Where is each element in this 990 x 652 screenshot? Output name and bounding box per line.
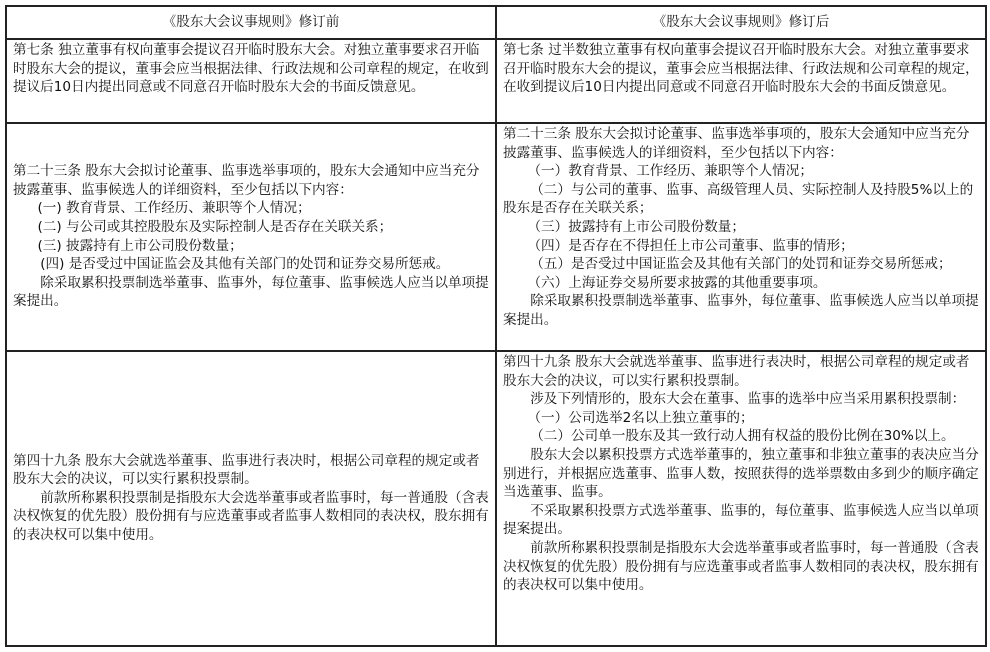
article-49-after-p2: 涉及下列情形的，股东大会在董事、监事的选举中应当采用累积投票制： — [530, 391, 966, 408]
article-23-after-item: （二）与公司的董事、监事、高级管理人员、实际控制人及持股5%以上的股东是否存在关联关系； — [503, 181, 974, 217]
article-49-after-item: （二）公司单一股东及其一致行动人拥有权益的股份比例在30%以上。 — [530, 428, 955, 445]
article-23-before-item: (一) 教育背景、工作经历、兼职等个人情况； — [37, 200, 311, 217]
article-23-after-item: （一）教育背景、工作经历、兼职等个人情况； — [527, 163, 813, 180]
article-23-after-closing: 除采取累积投票制选举董事、监事外，每位董事、监事候选人应当以单项提案提出。 — [503, 293, 979, 328]
article-23-before-intro: 第二十三条 股东大会拟讨论董事、监事选举事项的，股东大会通知中应当充分披露董事、监事候选人的详细资料，至少包括以下内容： — [13, 163, 480, 198]
article-49-before-p1: 第四十九条 股东大会就选举董事、监事进行表决时，根据公司章程的规定或者股东大会的决议，可以实行累积投票制。 — [13, 452, 480, 488]
article-49-row — [6, 351, 986, 646]
article-49-before — [6, 351, 496, 646]
article-23-after-item: （三）披露持有上市公司股份数量； — [527, 218, 745, 235]
article-7-before — [6, 39, 496, 123]
article-23-row — [6, 123, 986, 351]
article-49-after — [496, 351, 986, 646]
header-row — [6, 6, 986, 39]
article-23-after-intro: 第二十三条 股东大会拟讨论董事、监事选举事项的，股东大会通知中应当充分披露董事、监事候选人的详细资料，至少包括以下内容： — [503, 126, 970, 161]
article-49-after-p3: 股东大会以累积投票方式选举董事的，独立董事和非独立董事的表决应当分别进行，并根据应选董事、监事人数，按照获得的选举票数由多到少的顺序确定当选董事、监事。 — [503, 446, 979, 501]
article-7-before-text: 第七条 独立董事有权向董事会提议召开临时股东大会。对独立董事要求召开临时股东大会的提议，董事会应当根据法律、行政法规和公司章程的规定，在收到提议后10日内提出同意或不同意召开临时股东大会的书面反馈意见。 — [13, 42, 489, 96]
article-49-after-p4: 不采取累积投票方式选举董事、监事的，每位董事、监事候选人应当以单项提案提出。 — [503, 502, 979, 538]
article-7-row — [6, 39, 986, 123]
article-23-before-item-4: (四) 是否受过中国证监会及其他有关部门的处罚和证券交易所惩戒。 — [40, 256, 450, 273]
article-23-before-closing: 除采取累积投票制选举董事、监事外，每位董事、监事候选人应当以单项提案提出。 — [13, 274, 489, 310]
article-23-after-item: （四）是否存在不得担任上市公司董事、监事的情形； — [527, 237, 854, 254]
article-49-after-p5: 前款所称累积投票制是指股东大会选举董事或者监事时，每一普通股（含表决权恢复的优先股）股份拥有与应选董事或者监事人数相同的表决权，股东拥有的表决权可以集中使用。 — [503, 539, 979, 594]
article-7-after-text: 第七条 过半数独立董事有权向董事会提议召开临时股东大会。对独立董事要求召开临时股东大会的提议，董事会应当根据法律、行政法规和公司章程的规定，在收到提议后10日内提出同意或不同意召开临时股东大会的书面反馈意见。 — [503, 42, 979, 96]
article-7-after — [496, 39, 986, 123]
header-before: 《股东大会议事规则》修订前 — [6, 6, 496, 39]
article-49-after-item: （一）公司选举2名以上独立董事的； — [527, 409, 754, 426]
article-23-after — [496, 123, 986, 351]
header-after: 《股东大会议事规则》修订后 — [496, 6, 986, 39]
article-23-before-item: (三) 披露持有上市公司股份数量； — [37, 237, 243, 254]
article-23-after-item: （六）上海证券交易所要求披露的其他重要事项。 — [527, 274, 827, 291]
comparison-table — [5, 5, 987, 647]
article-49-before-p2: 前款所称累积投票制是指股东大会选举董事或者监事时，每一普通股（含表决权恢复的优先股）股份拥有与应选董事或者监事人数相同的表决权，股东拥有的表决权可以集中使用。 — [13, 489, 489, 543]
article-23-before — [6, 123, 496, 351]
article-23-before-item: (二) 与公司或其控股股东及实际控制人是否存在关联关系； — [37, 218, 393, 235]
article-49-after-p1: 第四十九条 股东大会就选举董事、监事进行表决时，根据公司章程的规定或者股东大会的决议，可以实行累积投票制。 — [503, 354, 970, 389]
article-23-after-item: （五）是否受过中国证监会及其他有关部门的处罚和证券交易所惩戒； — [530, 256, 952, 273]
